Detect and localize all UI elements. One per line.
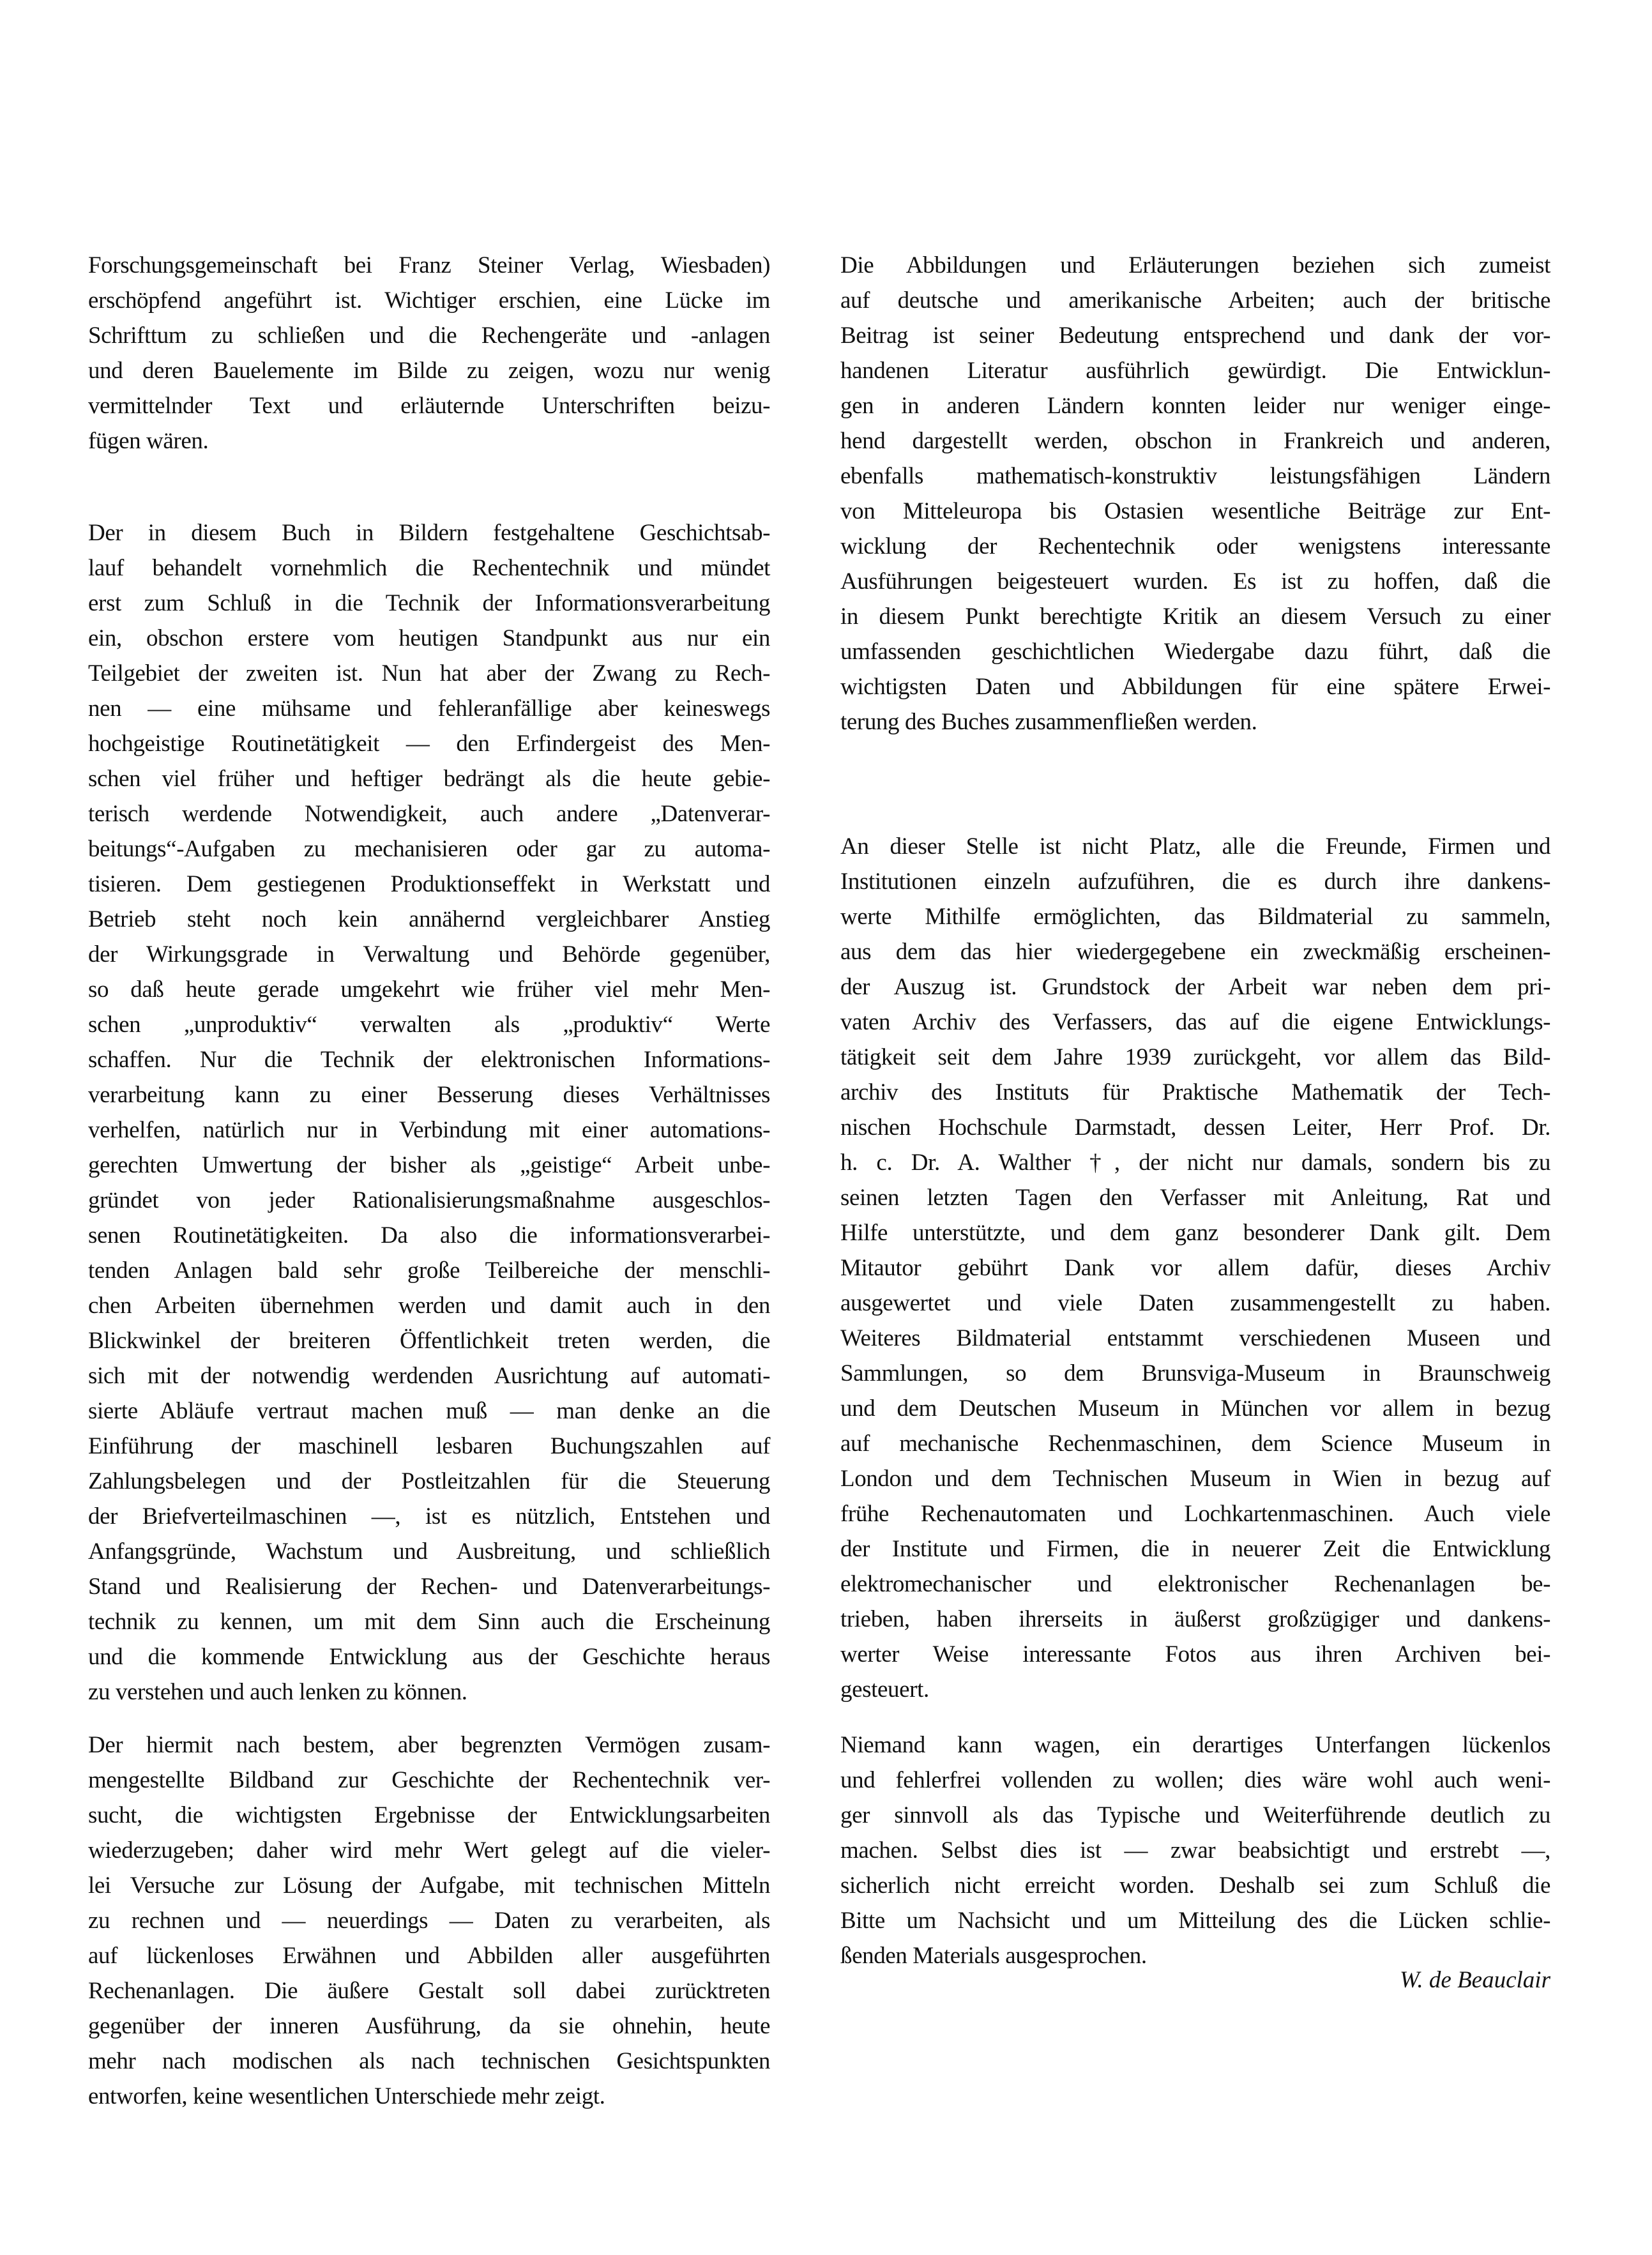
- text-line: nischen Hochschule Darmstadt, dessen Leiter, Herr Prof. Dr.: [840, 1114, 1550, 1141]
- text-line: Stand und Realisierung der Rechen- und Datenverarbeitungs-: [88, 1574, 770, 1600]
- text-line: sich mit der notwendig werdenden Ausrichtung auf automati-: [88, 1363, 770, 1389]
- text-line: Sammlungen, so dem Brunsviga-Museum in Braunschweig: [840, 1360, 1550, 1386]
- text-line: sierte Abläufe vertraut machen muß — man denke an die: [88, 1398, 770, 1424]
- left-paragraph-2: [88, 515, 770, 1710]
- text-line: schen „unproduktiv“ verwalten als „produktiv“ Werte: [88, 1012, 770, 1038]
- text-line: Niemand kann wagen, ein derartiges Unterfangen lückenlos: [840, 1732, 1550, 1758]
- text-line: erschöpfend angeführt ist. Wichtiger erschien, eine Lücke im: [88, 287, 770, 314]
- text-line: tisieren. Dem gestiegenen Produktionseffekt in Werkstatt und: [88, 871, 770, 897]
- text-line: An dieser Stelle ist nicht Platz, alle die Freunde, Firmen und: [840, 833, 1550, 860]
- text-line: umfassenden geschichtlichen Wiedergabe dazu führt, daß die: [840, 639, 1550, 665]
- text-line: gerechten Umwertung der bisher als „geistige“ Arbeit unbe-: [88, 1152, 770, 1178]
- text-line: Blickwinkel der breiteren Öffentlichkeit treten werden, die: [88, 1328, 770, 1354]
- text-line: Mitautor gebührt Dank vor allem dafür, dieses Archiv: [840, 1255, 1550, 1281]
- left-paragraph-1: [88, 248, 770, 459]
- text-line: wiederzugeben; daher wird mehr Wert gelegt auf die vieler-: [88, 1837, 770, 1864]
- text-line: ger sinnvoll als das Typische und Weiterführende deutlich zu: [840, 1802, 1550, 1828]
- text-line: vermittelnder Text und erläuternde Unterschriften beizu-: [88, 393, 770, 419]
- text-line: terung des Buches zusammenfließen werden.: [840, 709, 1257, 735]
- text-line: Hilfe unterstützte, und dem ganz besonderer Dank gilt. Dem: [840, 1220, 1550, 1246]
- text-line: auf mechanische Rechenmaschinen, dem Science Museum in: [840, 1431, 1550, 1457]
- text-line: tenden Anlagen bald sehr große Teilbereiche der menschli-: [88, 1257, 770, 1284]
- text-line: frühe Rechenautomaten und Lochkartenmaschinen. Auch viele: [840, 1501, 1550, 1527]
- text-line: Anfangsgründe, Wachstum und Ausbreitung, und schließlich: [88, 1538, 770, 1565]
- text-line: der Briefverteilmaschinen —, ist es nützlich, Entstehen und: [88, 1503, 770, 1530]
- text-line: Zahlungsbelegen und der Postleitzahlen für die Steuerung: [88, 1468, 770, 1494]
- text-line: Schrifttum zu schließen und die Rechengeräte und -anlagen: [88, 323, 770, 349]
- text-line: auf deutsche und amerikanische Arbeiten; auch der britische: [840, 287, 1550, 314]
- text-line: und die kommende Entwicklung aus der Geschichte heraus: [88, 1644, 770, 1670]
- author-signature: W. de Beauclair: [1399, 1967, 1550, 1993]
- text-line: gründet von jeder Rationalisierungsmaßnahme ausgeschlos-: [88, 1187, 770, 1213]
- text-line: tätigkeit seit dem Jahre 1939 zurückgeht, vor allem das Bild-: [840, 1044, 1550, 1070]
- text-line: und deren Bauelemente im Bilde zu zeigen, wozu nur wenig: [88, 358, 770, 384]
- text-line: so daß heute gerade umgekehrt wie früher viel mehr Men-: [88, 976, 770, 1003]
- text-line: Institutionen einzeln aufzuführen, die es durch ihre dankens-: [840, 869, 1550, 895]
- text-line: Forschungsgemeinschaft bei Franz Steiner Verlag, Wiesbaden): [88, 252, 770, 278]
- text-line: erst zum Schluß in die Technik der Informationsverarbeitung: [88, 590, 770, 616]
- text-line: hochgeistige Routinetätigkeit — den Erfindergeist des Men-: [88, 731, 770, 757]
- text-line: Ausführungen beigesteuert wurden. Es ist zu hoffen, daß die: [840, 568, 1550, 595]
- right-paragraph-1: [840, 248, 1550, 740]
- text-line: lei Versuche zur Lösung der Aufgabe, mit technischen Mitteln: [88, 1872, 770, 1899]
- text-line: und fehlerfrei vollenden zu wollen; dies wäre wohl auch weni-: [840, 1767, 1550, 1793]
- text-line: Betrieb steht noch kein annähernd vergleichbarer Anstieg: [88, 906, 770, 932]
- right-paragraph-3: [840, 1727, 1550, 1973]
- text-line: in diesem Punkt berechtigte Kritik an diesem Versuch zu einer: [840, 604, 1550, 630]
- text-line: Der hiermit nach bestem, aber begrenzten Vermögen zusam-: [88, 1732, 770, 1758]
- text-line: von Mitteleuropa bis Ostasien wesentliche Beiträge zur Ent-: [840, 498, 1550, 524]
- text-line: trieben, haben ihrerseits in äußerst großzügiger und dankens-: [840, 1606, 1550, 1632]
- text-line: mehr nach modischen als nach technischen Gesichtspunkten: [88, 2048, 770, 2074]
- text-line: der Wirkungsgrade in Verwaltung und Behörde gegenüber,: [88, 941, 770, 968]
- text-line: handenen Literatur ausführlich gewürdigt. Die Entwicklun-: [840, 358, 1550, 384]
- text-line: Bitte um Nachsicht und um Mitteilung des die Lücken schlie-: [840, 1908, 1550, 1934]
- text-line: nen — eine mühsame und fehleranfällige aber keineswegs: [88, 695, 770, 722]
- text-line: der Auszug ist. Grundstock der Arbeit war neben dem pri-: [840, 974, 1550, 1000]
- text-line: ßenden Materials ausgesprochen.: [840, 1943, 1147, 1969]
- text-line: Teilgebiet der zweiten ist. Nun hat aber der Zwang zu Rech-: [88, 660, 770, 687]
- text-line: ein, obschon erstere vom heutigen Standpunkt aus nur ein: [88, 625, 770, 651]
- text-line: sucht, die wichtigsten Ergebnisse der Entwicklungsarbeiten: [88, 1802, 770, 1828]
- text-line: zu rechnen und — neuerdings — Daten zu verarbeiten, als: [88, 1908, 770, 1934]
- left-paragraph-3: [88, 1727, 770, 2114]
- text-line: Die Abbildungen und Erläuterungen beziehen sich zumeist: [840, 252, 1550, 278]
- text-line: zu verstehen und auch lenken zu können.: [88, 1679, 467, 1705]
- text-line: gegenüber der inneren Ausführung, da sie ohnehin, heute: [88, 2013, 770, 2039]
- text-line: chen Arbeiten übernehmen werden und damit auch in den: [88, 1293, 770, 1319]
- text-line: Beitrag ist seiner Bedeutung entsprechend und dank der vor-: [840, 323, 1550, 349]
- text-line: schaffen. Nur die Technik der elektronischen Informations-: [88, 1047, 770, 1073]
- text-line: technik zu kennen, um mit dem Sinn auch die Erscheinung: [88, 1609, 770, 1635]
- text-line: seinen letzten Tagen den Verfasser mit Anleitung, Rat und: [840, 1185, 1550, 1211]
- text-line: elektromechanischer und elektronischer Rechenanlagen be-: [840, 1571, 1550, 1597]
- text-line: archiv des Instituts für Praktische Mathematik der Tech-: [840, 1079, 1550, 1105]
- text-line: lauf behandelt vornehmlich die Rechentechnik und mündet: [88, 555, 770, 581]
- text-line: Rechenanlagen. Die äußere Gestalt soll dabei zurücktreten: [88, 1978, 770, 2004]
- text-line: sicherlich nicht erreicht worden. Deshalb sei zum Schluß die: [840, 1872, 1550, 1899]
- text-line: und dem Deutschen Museum in München vor allem in bezug: [840, 1395, 1550, 1422]
- text-line: hend dargestellt werden, obschon in Frankreich und anderen,: [840, 428, 1550, 454]
- text-line: werte Mithilfe ermöglichten, das Bildmaterial zu sammeln,: [840, 904, 1550, 930]
- text-line: auf lückenloses Erwähnen und Abbilden aller ausgeführten: [88, 1943, 770, 1969]
- text-line: aus dem das hier wiedergegebene ein zweckmäßig erscheinen-: [840, 939, 1550, 965]
- text-line: Weiteres Bildmaterial entstammt verschiedenen Museen und: [840, 1325, 1550, 1351]
- text-line: machen. Selbst dies ist — zwar beabsichtigt und erstrebt —,: [840, 1837, 1550, 1864]
- text-line: ebenfalls mathematisch-konstruktiv leistungsfähigen Ländern: [840, 463, 1550, 489]
- text-line: ausgewertet und viele Daten zusammengestellt zu haben.: [840, 1290, 1550, 1316]
- text-line: gen in anderen Ländern konnten leider nur weniger einge-: [840, 393, 1550, 419]
- text-line: wichtigsten Daten und Abbildungen für eine spätere Erwei-: [840, 674, 1550, 700]
- text-line: schen viel früher und heftiger bedrängt als die heute gebie-: [88, 766, 770, 792]
- text-line: London und dem Technischen Museum in Wien in bezug auf: [840, 1466, 1550, 1492]
- right-paragraph-2: [840, 829, 1550, 1707]
- text-line: fügen wären.: [88, 428, 209, 454]
- text-line: wicklung der Rechentechnik oder wenigstens interessante: [840, 533, 1550, 559]
- text-line: beitungs“-Aufgaben zu mechanisieren oder gar zu automa-: [88, 836, 770, 862]
- text-line: der Institute und Firmen, die in neuerer Zeit die Entwicklung: [840, 1536, 1550, 1562]
- text-line: verhelfen, natürlich nur in Verbindung mit einer automations-: [88, 1117, 770, 1143]
- text-line: verarbeitung kann zu einer Besserung dieses Verhältnisses: [88, 1082, 770, 1108]
- text-line: terisch werdende Notwendigkeit, auch andere „Datenverar-: [88, 801, 770, 827]
- text-line: gesteuert.: [840, 1676, 929, 1703]
- text-line: entworfen, keine wesentlichen Unterschiede mehr zeigt.: [88, 2083, 605, 2109]
- text-line: werter Weise interessante Fotos aus ihren Archiven bei-: [840, 1641, 1550, 1667]
- text-line: Der in diesem Buch in Bildern festgehaltene Geschichtsab-: [88, 520, 770, 546]
- text-line: mengestellte Bildband zur Geschichte der Rechentechnik ver-: [88, 1767, 770, 1793]
- text-line: Einführung der maschinell lesbaren Buchungszahlen auf: [88, 1433, 770, 1459]
- text-line: senen Routinetätigkeiten. Da also die informationsverarbei-: [88, 1222, 770, 1249]
- text-line: h. c. Dr. A. Walther †, der nicht nur damals, sondern bis zu: [840, 1150, 1550, 1176]
- text-line: vaten Archiv des Verfassers, das auf die eigene Entwicklungs-: [840, 1009, 1550, 1035]
